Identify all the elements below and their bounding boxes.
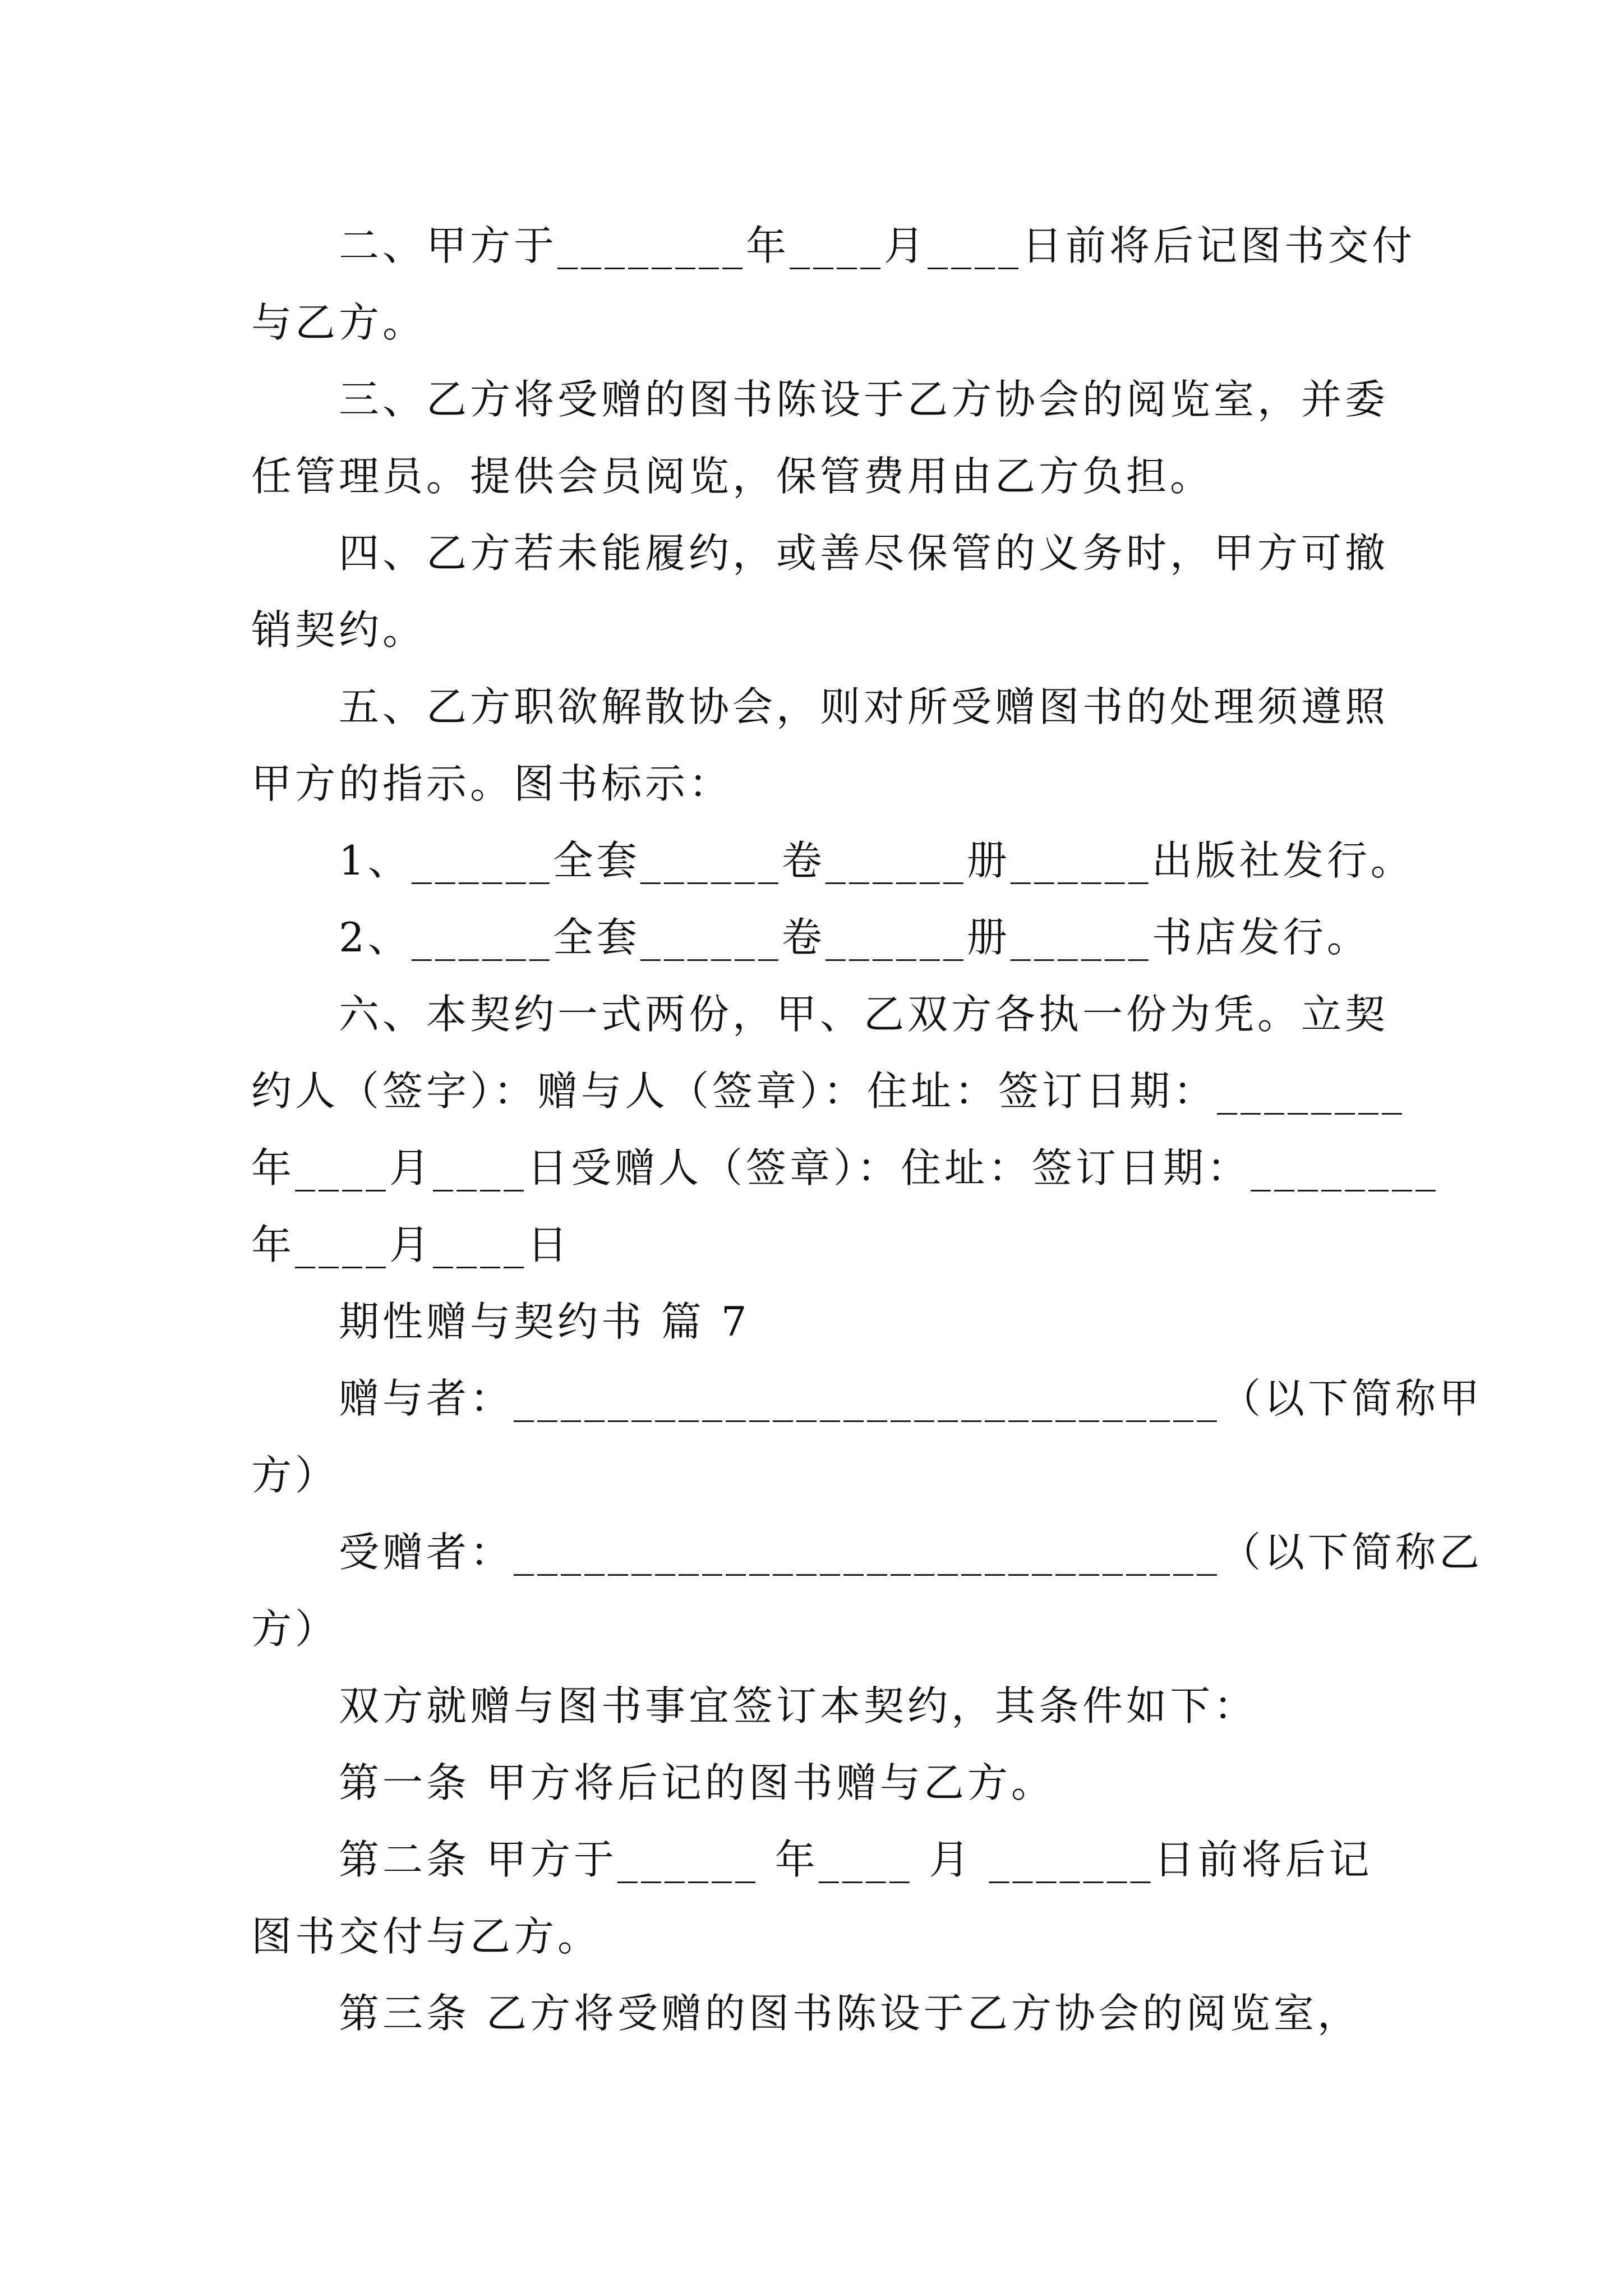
text-line: 2、______全套______卷______册______书店发行。 (251, 914, 1371, 961)
text-line: 二、甲方于________年____月____日前将后记图书交付 (251, 222, 1416, 269)
text-line: 第一条 甲方将后记的图书赠与乙方。 (251, 1759, 1055, 1806)
text-line: 图书交付与乙方。 (251, 1913, 602, 1960)
text-line: 任管理员。提供会员阅览，保管费用由乙方负担。 (251, 453, 1214, 500)
text-line: 赠与者：______________________________（以下简称甲 (251, 1375, 1483, 1422)
text-line: 销契约。 (251, 606, 427, 654)
text-line: 双方就赠与图书事宜签订本契约，其条件如下： (251, 1682, 1258, 1729)
text-line: 第二条 甲方于______ 年____ 月 _______日前将后记 (251, 1836, 1373, 1883)
section-heading: 期性赠与契约书 篇 7 (251, 1298, 750, 1345)
text-line: 五、乙方职欲解散协会，则对所受赠图书的处理须遵照 (251, 683, 1389, 730)
text-line: 受赠者：______________________________（以下简称乙 (251, 1529, 1483, 1576)
text-line: 三、乙方将受赠的图书陈设于乙方协会的阅览室，并委 (251, 376, 1389, 423)
text-line: 四、乙方若未能履约，或善尽保管的义务时，甲方可撤 (251, 530, 1389, 577)
text-line: 与乙方。 (251, 299, 427, 346)
text-line: 六、本契约一式两份，甲、乙双方各执一份为凭。立契 (251, 991, 1389, 1038)
text-line: 方） (251, 1452, 339, 1499)
text-line: 年____月____日受赠人（签章）：住址：签订日期：________ (251, 1144, 1440, 1191)
text-line: 第三条 乙方将受赠的图书陈设于乙方协会的阅览室， (251, 1990, 1361, 2037)
text-line: 甲方的指示。图书标示： (251, 760, 733, 807)
text-line: 约人（签字）：赠与人（签章）：住址：签订日期：________ (251, 1068, 1406, 1115)
text-line: 方） (251, 1605, 339, 1653)
text-line: 年____月____日 (251, 1221, 571, 1268)
text-line: 1、______全套______卷______册______出版社发行。 (251, 837, 1414, 884)
